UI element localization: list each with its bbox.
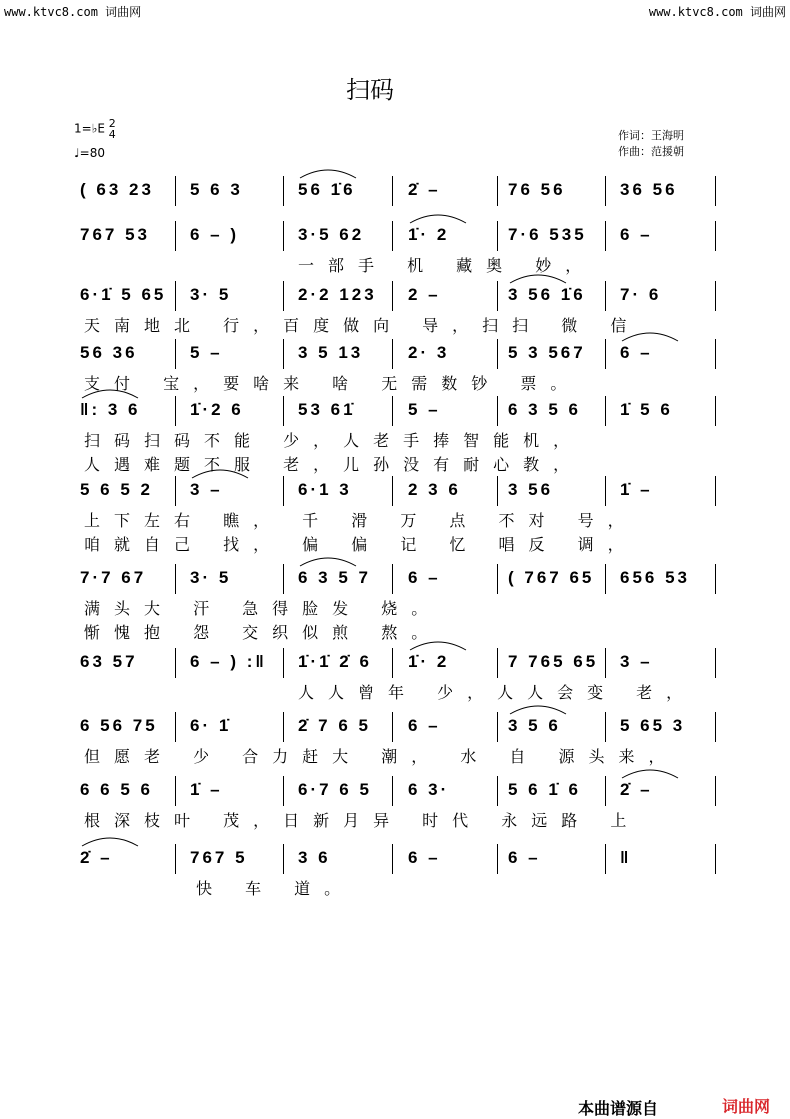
barline — [497, 281, 498, 311]
barline — [175, 339, 176, 369]
barline — [283, 712, 284, 742]
barline — [283, 221, 284, 251]
measure-notes: 6 56 75 — [80, 716, 158, 735]
measure-notes: 5 – — [408, 400, 441, 419]
measure-notes: 6 – — [408, 848, 441, 867]
measure-notes: 1̇ 5 6 — [620, 400, 673, 419]
barline — [283, 396, 284, 426]
barline — [283, 844, 284, 874]
measure-notes: 3· 5 — [190, 285, 232, 304]
barline — [392, 476, 393, 506]
measure-notes: 63 57 — [80, 652, 138, 671]
measure-notes: 6 – — [620, 225, 653, 244]
lyric-line-verse2: 人遇难题不服 老，儿孙没有耐心教， — [84, 455, 584, 474]
measure-notes: 56 36 — [80, 343, 138, 362]
slur-mark — [508, 271, 568, 285]
measure-notes: 2· 3 — [408, 343, 450, 362]
measure-notes: 656 53 — [620, 568, 690, 587]
measure-notes: 76 56 — [508, 180, 566, 199]
barline — [392, 648, 393, 678]
measure-notes: 6 – — [508, 848, 541, 867]
watermark-left: www.ktvc8.com 词曲网 — [4, 5, 142, 19]
footer-source: 本曲谱源自 — [578, 1099, 659, 1118]
measure-notes: 3 – — [190, 480, 223, 499]
measure-notes: 2 3 6 — [408, 480, 461, 499]
slur-mark — [620, 329, 680, 343]
measure-notes: 3 56 1̇6 — [508, 285, 586, 304]
lyricist: 作词：王海明 — [618, 129, 684, 142]
composer: 作曲：范援朝 — [618, 145, 684, 158]
time-top: 2 — [108, 117, 116, 130]
barline — [175, 844, 176, 874]
barline — [283, 281, 284, 311]
barline — [605, 844, 606, 874]
measure-notes: 3 6 — [298, 848, 331, 867]
time-bottom: 4 — [108, 128, 116, 141]
lyric-line: 根深枝叶 茂，日新月异 时代 永远路 上 — [84, 811, 641, 830]
lyric-line: 快 车 道。 — [196, 879, 355, 898]
measure-notes: 7· 6 — [620, 285, 662, 304]
measure-notes: 7·7 67 — [80, 568, 147, 587]
measure-notes: 1̇· 2 — [408, 225, 450, 244]
barline — [392, 776, 393, 806]
measure-notes: 7 765 65 — [508, 652, 599, 671]
measure-notes: 53 61̇ — [298, 400, 356, 419]
lyric-line: 人人曾年 少，人人会变 老， — [298, 683, 697, 702]
measure-notes: 1̇·1̇ 2̇ 6 — [298, 652, 372, 671]
measure-notes: 3 5 13 — [298, 343, 364, 362]
tempo-mark: ♩=80 — [74, 146, 105, 160]
barline — [392, 176, 393, 206]
barline — [497, 648, 498, 678]
slur-mark — [408, 638, 468, 652]
slur-mark — [408, 211, 468, 225]
barline — [175, 281, 176, 311]
measure-notes: 2·2 123 — [298, 285, 377, 304]
watermark-right: www.ktvc8.com 词曲网 — [648, 5, 786, 19]
lyric-line: 天南地北 行，百度做向 导，扫扫 微 信 — [84, 316, 641, 335]
measure-notes: 767 5 — [190, 848, 248, 867]
barline — [715, 648, 716, 678]
barline — [392, 281, 393, 311]
measure-notes: 36 56 — [620, 180, 678, 199]
measure-notes: 1̇· 2 — [408, 652, 450, 671]
measure-notes: 5 6 1̇ 6 — [508, 780, 581, 799]
barline — [715, 281, 716, 311]
barline — [392, 712, 393, 742]
barline — [715, 396, 716, 426]
measure-notes: 3·5 62 — [298, 225, 365, 244]
barline — [715, 776, 716, 806]
barline — [715, 564, 716, 594]
lyric-line-verse2: 咱就自己 找， 偏 偏 记 忆 唱反 调， — [84, 535, 638, 554]
barline — [605, 339, 606, 369]
lyric-line: 扫码扫码不能 少，人老手捧智能机， — [84, 431, 584, 450]
measure-notes: 6 – — [408, 568, 441, 587]
barline — [497, 776, 498, 806]
measure-notes: 6 3 5 7 — [298, 568, 371, 587]
measure-notes: 5 6 3 — [190, 180, 243, 199]
barline — [283, 476, 284, 506]
measure-notes: 6·1̇ 5 65 — [80, 285, 167, 304]
barline — [392, 564, 393, 594]
song-title: 扫码 — [346, 76, 394, 104]
barline — [605, 396, 606, 426]
barline — [497, 844, 498, 874]
measure-notes: 5 – — [190, 343, 223, 362]
barline — [715, 476, 716, 506]
barline — [283, 339, 284, 369]
barline — [392, 221, 393, 251]
barline — [175, 776, 176, 806]
barline — [283, 776, 284, 806]
measure-notes: 3 – — [620, 652, 653, 671]
measure-notes: 6·1 3 — [298, 480, 352, 499]
barline — [605, 281, 606, 311]
barline — [715, 221, 716, 251]
barline — [392, 844, 393, 874]
measure-notes: 2̇ – — [80, 848, 113, 867]
measure-notes: 2̇ – — [620, 780, 653, 799]
measure-notes: 6 3· — [408, 780, 450, 799]
barline — [283, 564, 284, 594]
barline — [175, 396, 176, 426]
slur-mark — [508, 702, 568, 716]
slur-mark — [80, 834, 140, 848]
barline — [497, 396, 498, 426]
barline — [497, 221, 498, 251]
measure-notes: 3 56 — [508, 480, 554, 499]
measure-notes: 2̇ 7 6 5 — [298, 716, 371, 735]
barline — [715, 339, 716, 369]
measure-notes: 3 5 6 — [508, 716, 561, 735]
barline — [497, 339, 498, 369]
barline — [283, 176, 284, 206]
measure-notes: 56 1̇6 — [298, 180, 356, 199]
barline — [605, 476, 606, 506]
footer-site-logo: 词曲网 — [722, 1097, 771, 1116]
barline — [283, 648, 284, 678]
measure-notes: 1̇ – — [190, 780, 223, 799]
barline — [392, 396, 393, 426]
barline — [605, 564, 606, 594]
lyric-line: 支付 宝，要啥来 啥 无需数钞 票。 — [84, 374, 581, 393]
lyric-line: 但愿老 少 合力赶大 潮， 水 自 源头来， — [84, 747, 679, 766]
slur-mark — [298, 554, 358, 568]
measure-notes: 5 65 3 — [620, 716, 686, 735]
barline — [605, 776, 606, 806]
lyric-line: 上下左右 瞧， 千 滑 万 点 不对 号， — [84, 511, 638, 530]
measure-notes: 3· 5 — [190, 568, 232, 587]
key-label: 1=♭E — [74, 121, 105, 136]
measure-notes: 6 3 5 6 — [508, 400, 581, 419]
barline — [392, 339, 393, 369]
measure-notes: 7·6 535 — [508, 225, 587, 244]
barline — [715, 844, 716, 874]
measure-notes: 6 – ) — [190, 225, 240, 244]
measure-notes: 5 6 5 2 — [80, 480, 153, 499]
barline — [715, 176, 716, 206]
barline — [175, 176, 176, 206]
lyric-line: 一部手 机 藏奥 妙， — [298, 256, 596, 275]
barline — [605, 712, 606, 742]
slur-mark — [80, 386, 140, 400]
barline — [175, 712, 176, 742]
barline — [175, 564, 176, 594]
measure-notes: 6·7 6 5 — [298, 780, 372, 799]
barline — [497, 476, 498, 506]
measure-notes: 6· 1̇ — [190, 716, 232, 735]
measure-notes: 767 53 — [80, 225, 150, 244]
measure-notes: 1̇ – — [620, 480, 653, 499]
barline — [175, 221, 176, 251]
barline — [605, 648, 606, 678]
lyric-line: 满头大 汗 急得脸发 烧。 — [84, 599, 442, 618]
barline — [605, 176, 606, 206]
measure-notes: 1̇·2 6 — [190, 400, 244, 419]
barline — [497, 176, 498, 206]
measure-notes: ‖ — [620, 848, 632, 867]
barline — [175, 648, 176, 678]
measure-notes: ( 63 23 — [80, 180, 154, 199]
measure-notes: 2 – — [408, 285, 441, 304]
slur-mark — [620, 766, 680, 780]
barline — [175, 476, 176, 506]
barline — [605, 221, 606, 251]
slur-mark — [298, 166, 358, 180]
measure-notes: ‖: 3 6 — [80, 400, 141, 419]
barline — [715, 712, 716, 742]
measure-notes: 6 – — [620, 343, 653, 362]
measure-notes: 6 6 5 6 — [80, 780, 153, 799]
measure-notes: 2̇ – — [408, 180, 441, 199]
barline — [497, 712, 498, 742]
measure-notes: 5 3 567 — [508, 343, 586, 362]
measure-notes: 6 – ) :‖ — [190, 652, 267, 671]
measure-notes: 6 – — [408, 716, 441, 735]
lyric-line-verse2: 惭愧抱 怨 交织似煎 熬。 — [84, 623, 442, 642]
barline — [497, 564, 498, 594]
slur-mark — [190, 466, 250, 480]
measure-notes: ( 767 65 — [508, 568, 595, 587]
